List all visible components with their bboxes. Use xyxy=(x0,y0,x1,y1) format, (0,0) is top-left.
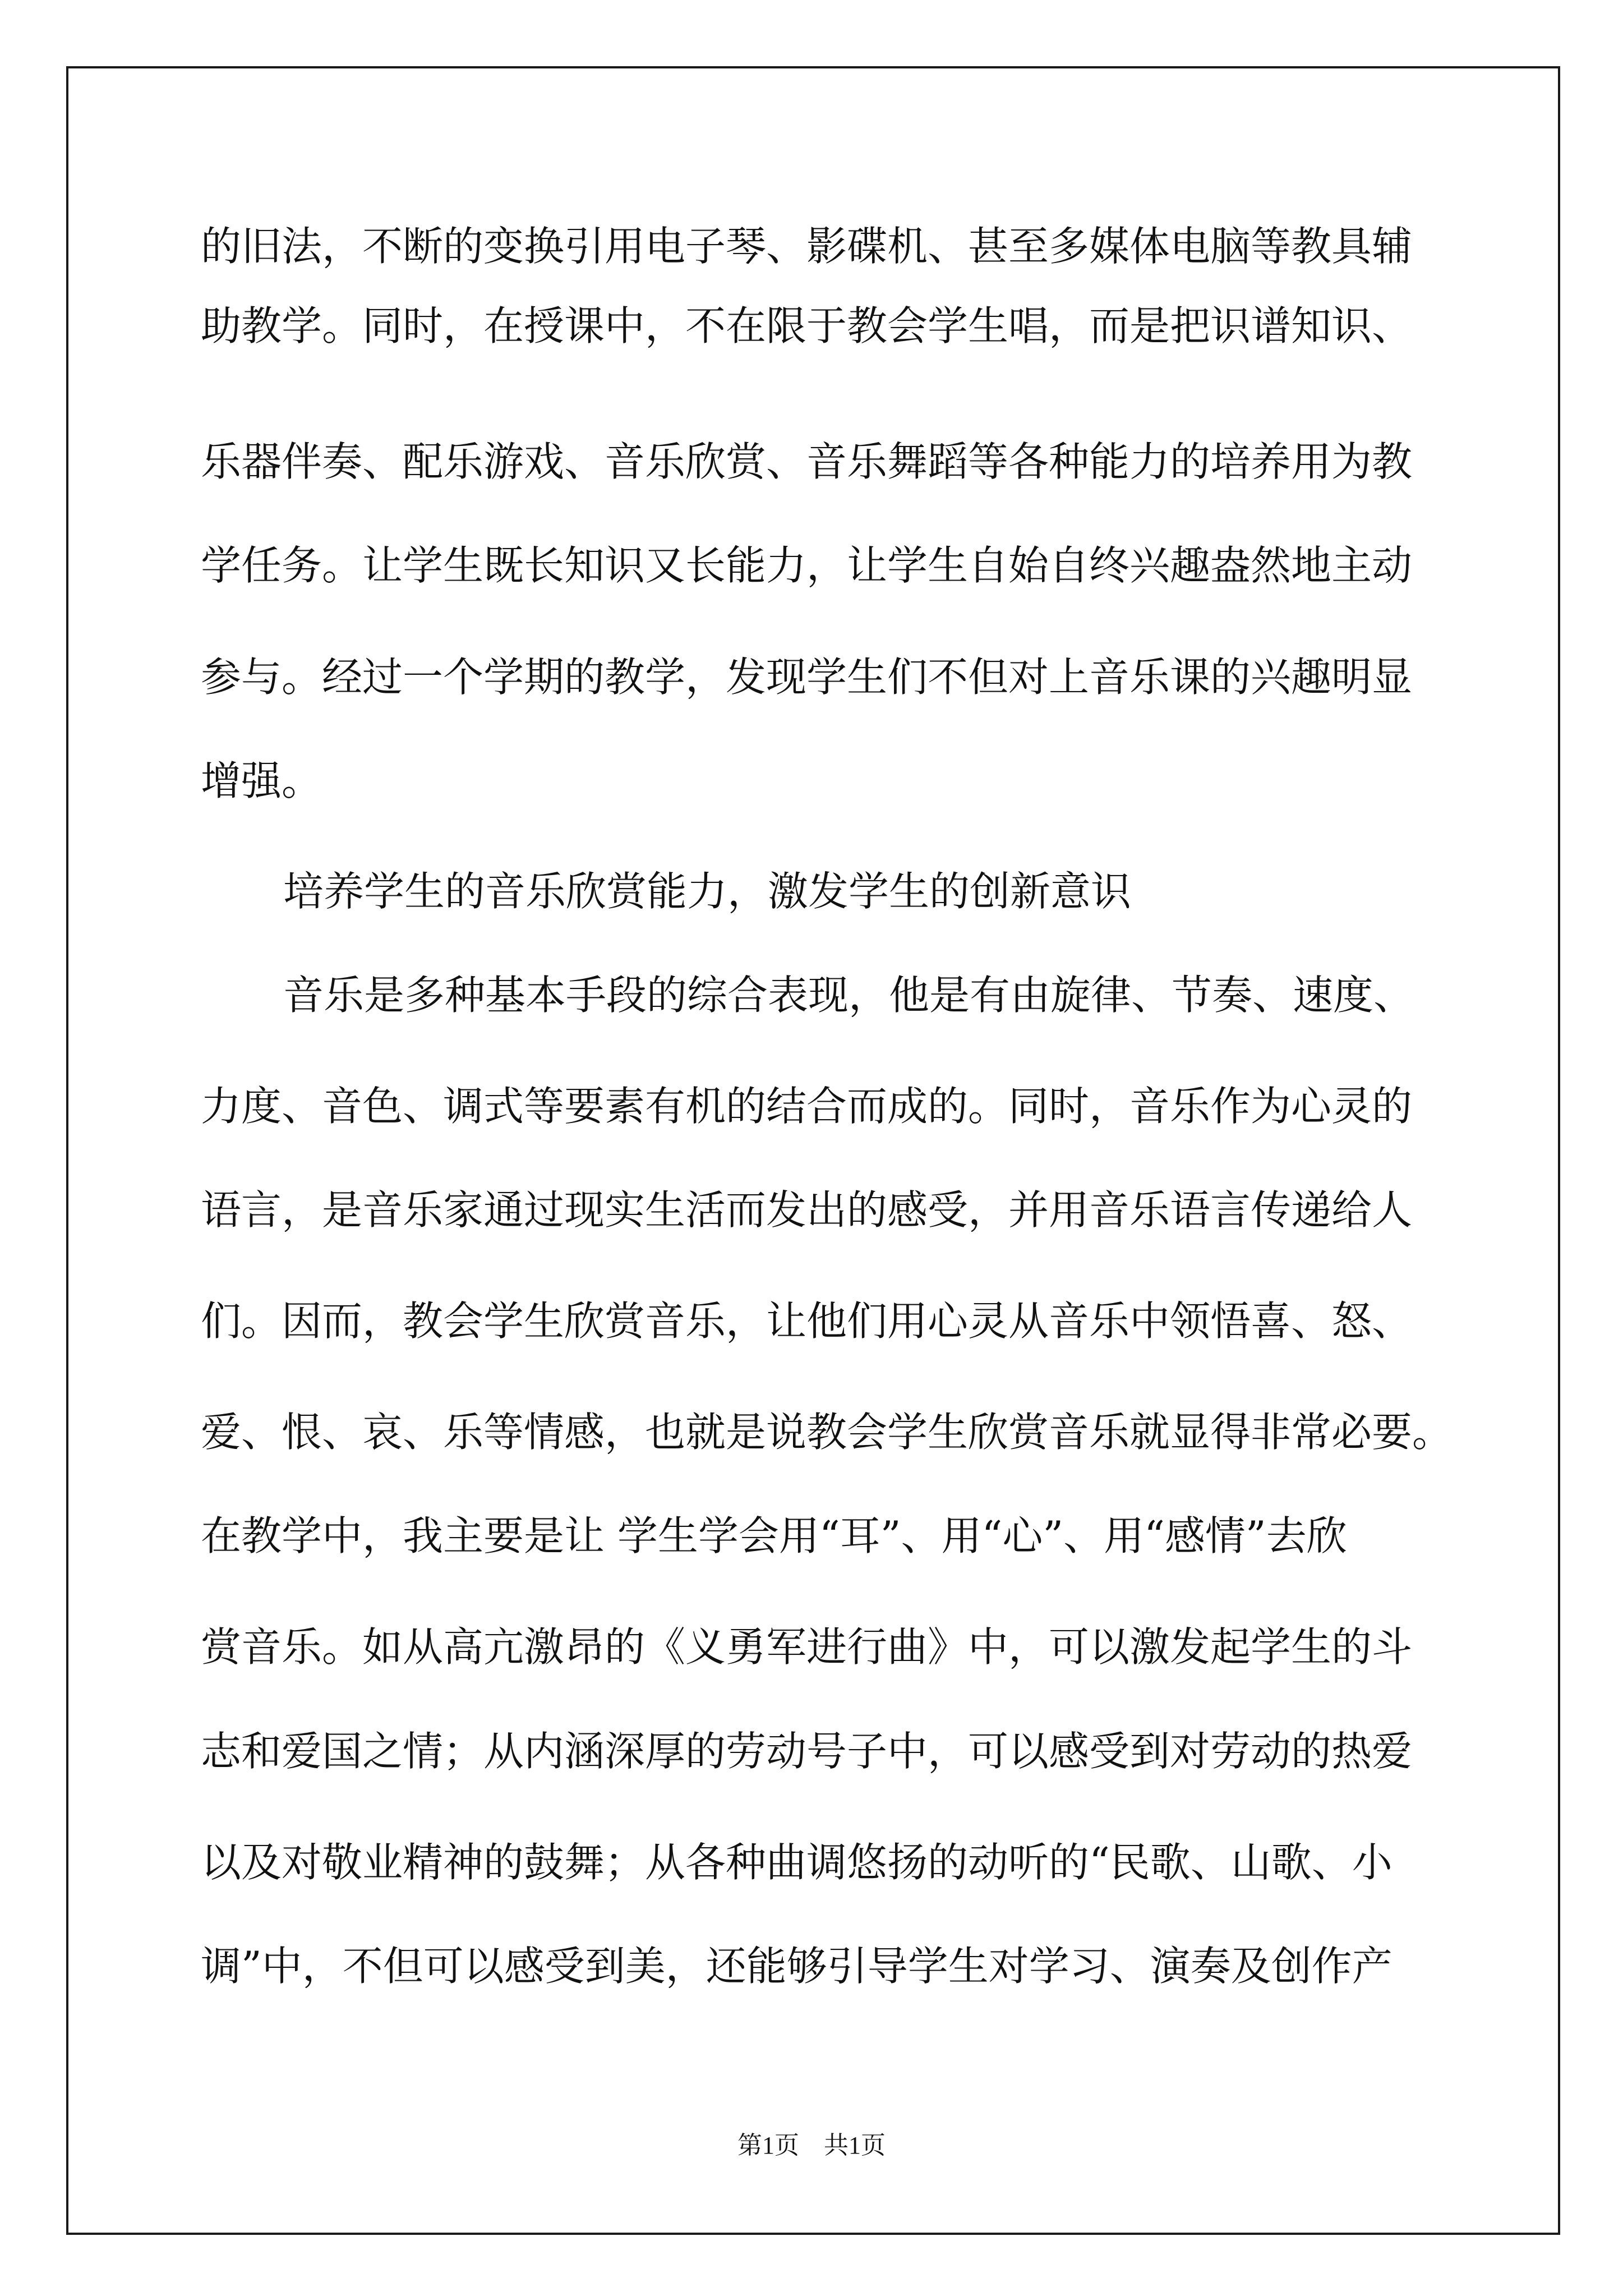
text-line: 爱、恨、哀、乐等情感，也就是说教会学生欣赏音乐就显得非常必要。 xyxy=(201,1409,1453,1456)
text-line: 乐器伴奏、配乐游戏、音乐欣赏、音乐舞蹈等各种能力的培养用为教 xyxy=(201,438,1413,485)
text-line: 在教学中，我主要是让 学生学会用“耳”、用“心”、用“感情”去欣 xyxy=(201,1512,1347,1559)
text-line: 音乐是多种基本手段的综合表现，他是有由旋律、节奏、速度、 xyxy=(283,972,1414,1019)
text-line: 学任务。让学生既长知识又长能力，让学生自始自终兴趣盎然地主动 xyxy=(201,542,1413,589)
text-line: 志和爱国之情；从内涵深厚的劳动号子中，可以感受到对劳动的热爱 xyxy=(201,1728,1413,1775)
text-line: 力度、音色、调式等要素有机的结合而成的。同时，音乐作为心灵的 xyxy=(201,1083,1413,1130)
section-heading: 培养学生的音乐欣赏能力，激发学生的创新意识 xyxy=(283,868,1132,915)
text-line: 的旧法，不断的变换引用电子琴、影碟机、甚至多媒体电脑等教具辅 xyxy=(201,223,1413,270)
text-line: 以及对敬业精神的鼓舞；从各种曲调悠扬的动听的“民歌、山歌、小 xyxy=(201,1839,1393,1886)
text-line: 赏音乐。如从高亢激昂的《义勇军进行曲》中，可以激发起学生的斗 xyxy=(201,1623,1413,1671)
page-number: 第1页 共1页 xyxy=(737,2132,886,2159)
text-line: 增强。 xyxy=(201,757,322,804)
text-line: 参与。经过一个学期的教学，发现学生们不但对上音乐课的兴趣明显 xyxy=(201,654,1413,701)
text-line: 语言，是音乐家通过现实生活而发出的感受，并用音乐语言传递给人 xyxy=(201,1186,1413,1234)
text-line: 助教学。同时，在授课中，不在限于教会学生唱，而是把识谱知识、 xyxy=(201,302,1413,349)
text-line: 们。因而，教会学生欣赏音乐，让他们用心灵从音乐中领悟喜、怒、 xyxy=(201,1297,1413,1345)
page-border xyxy=(66,66,1560,2235)
text-line: 调”中，不但可以感受到美，还能够引导学生对学习、演奏及创作产 xyxy=(201,1943,1393,1990)
